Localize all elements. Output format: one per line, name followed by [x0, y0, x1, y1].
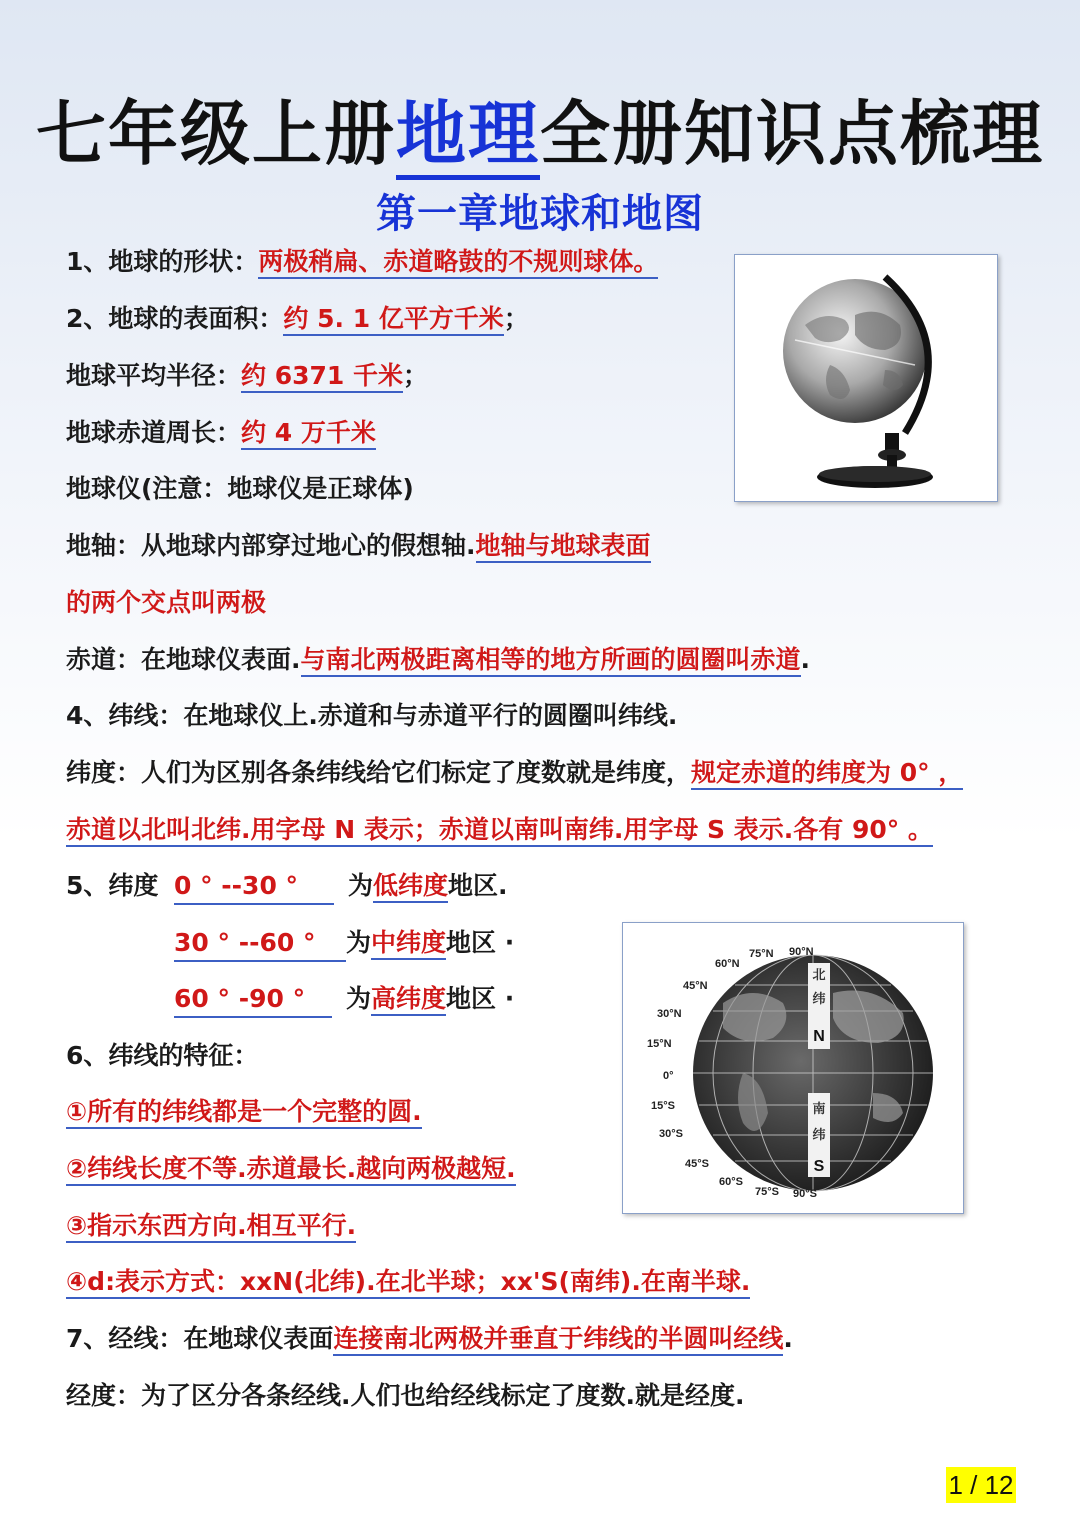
line-globe-note: 地球仪(注意：地球仪是正球体) [66, 474, 414, 503]
label-90s: 90°S [793, 1188, 817, 1200]
label-15n: 15°N [647, 1038, 672, 1050]
line-surface-area: 2、地球的表面积：约 5. 1 亿平方千米； [66, 302, 529, 336]
line-equator-length: 地球赤道周长：约 4 万千米 [66, 416, 376, 450]
north-bar-letter: N [813, 1028, 825, 1045]
label-45n: 45°N [683, 980, 708, 992]
line-high-latitude: 60 ° -90 ° 为高纬度地区 · [174, 982, 514, 1018]
title-suffix: 全册知识点梳理 [540, 93, 1044, 175]
line-north-south: 赤道以北叫北纬.用字母 N 表示；赤道以南叫南纬.用字母 S 表示.各有 90° 。 [66, 813, 933, 847]
label-90n: 90°N [789, 946, 814, 958]
south-bar-letter: S [813, 1158, 825, 1175]
label-75s: 75°S [755, 1186, 779, 1198]
line-earth-shape: 1、地球的形状：两极稍扁、赤道略鼓的不规则球体。 [66, 245, 658, 279]
latitude-diagram [622, 922, 964, 1214]
label-45s: 45°S [685, 1158, 709, 1170]
page-indicator: 1 / 12 [946, 1467, 1016, 1503]
label-0: 0° [663, 1070, 674, 1082]
label-75n: 75°N [749, 948, 774, 960]
latitude-illustration [623, 923, 963, 1213]
north-bar-char-1: 北 [812, 967, 826, 982]
feature-4: ④d:表示方式：xxN(北纬).在北半球；xx'S(南纬).在南半球. [66, 1265, 750, 1299]
feature-1: ①所有的纬线都是一个完整的圆. [66, 1095, 422, 1129]
feature-2: ②纬线长度不等.赤道最长.越向两极越短. [66, 1152, 516, 1186]
label-30n: 30°N [657, 1008, 682, 1020]
title-prefix: 七年级上册 [36, 93, 396, 175]
label-15s: 15°S [651, 1100, 675, 1112]
north-bar-char-2: 纬 [812, 991, 826, 1006]
south-bar-char-2: 纬 [812, 1127, 826, 1142]
label-60s: 60°S [719, 1176, 743, 1188]
globe-illustration [735, 255, 997, 501]
line-parallels: 4、纬线：在地球仪上.赤道和与赤道平行的圆圈叫纬线. [66, 701, 678, 730]
line-equator: 赤道：在地球仪表面.与南北两极距离相等的地方所画的圆圈叫赤道. [66, 643, 810, 677]
line-parallel-features: 6、纬线的特征： [66, 1041, 259, 1070]
line-mid-latitude: 30 ° --60 ° 为中纬度地区 · [174, 926, 514, 962]
line-earth-axis: 地轴：从地球内部穿过地心的假想轴.地轴与地球表面 [66, 529, 651, 563]
globe-image [734, 254, 998, 502]
title-highlight: 地理 [396, 93, 540, 180]
line-mean-radius: 地球平均半径：约 6371 千米； [66, 359, 428, 393]
line-poles: 的两个交点叫两极 [66, 588, 267, 617]
line-latitude: 纬度：人们为区别各条纬线给它们标定了度数就是纬度，规定赤道的纬度为 0° ， [66, 756, 963, 790]
feature-3: ③指示东西方向.相互平行. [66, 1209, 356, 1243]
line-meridians: 7、经线：在地球仪表面连接南北两极并垂直于纬线的半圆叫经线. [66, 1322, 793, 1356]
chapter-heading: 第一章地球和地图 [376, 191, 704, 237]
south-bar-char-1: 南 [812, 1101, 826, 1116]
label-30s: 30°S [659, 1128, 683, 1140]
label-60n: 60°N [715, 958, 740, 970]
line-low-latitude: 5、纬度 0 ° --30 ° 为低纬度地区. [66, 869, 508, 905]
page-title [0, 78, 1080, 179]
line-longitude: 经度：为了区分各条经线.人们也给经线标定了度数.就是经度. [66, 1381, 745, 1410]
